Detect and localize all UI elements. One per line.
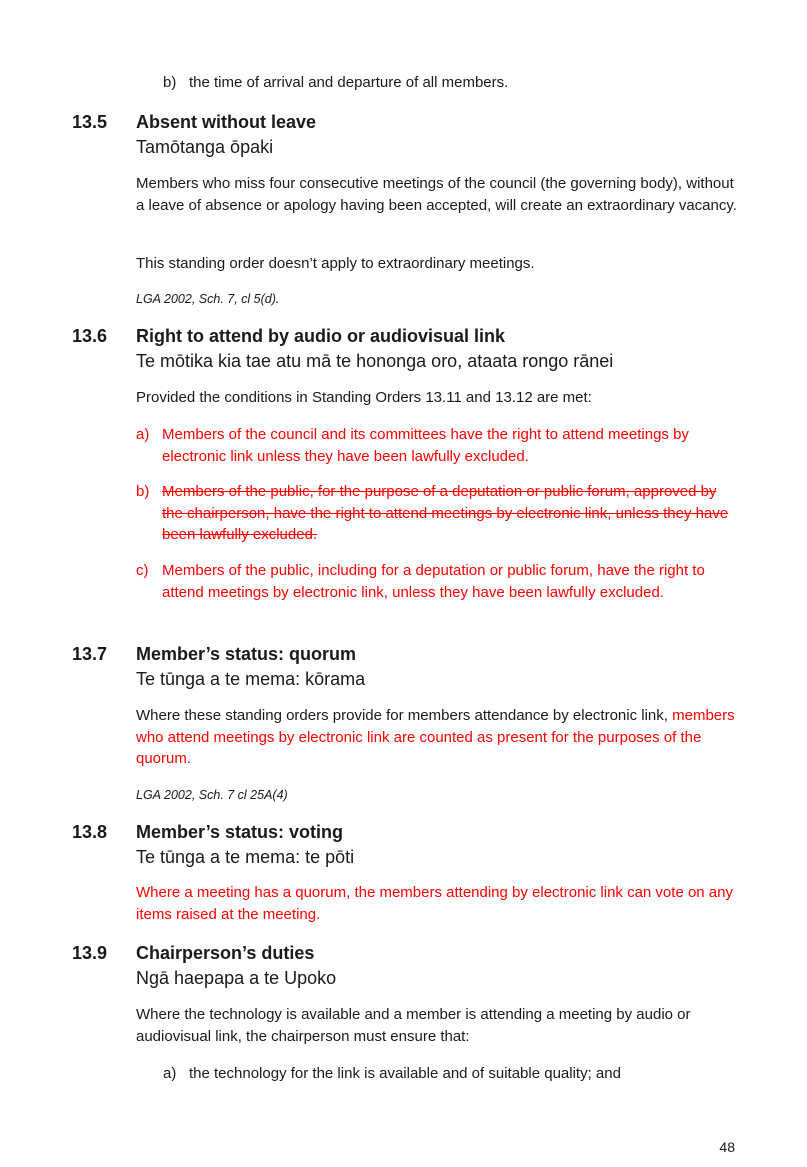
section-number: 13.6: [72, 326, 108, 346]
paragraph-text-added: members who attend meetings by electronic link are counted as present for the purposes of the quorum.: [136, 707, 735, 767]
list-text: Members of the council and its committees have the right to attend meetings by electronic link unless they have been lawfully excluded.: [162, 426, 689, 465]
section-title: Absent without leave: [136, 112, 317, 132]
paragraph: Where the technology is available and a member is attending a meeting by audio or audiovisual link, the chairperson must ensure that:: [136, 1006, 691, 1045]
list-marker: b): [136, 483, 150, 500]
section-number: 13.5: [72, 112, 108, 132]
legal-citation: LGA 2002, Sch. 7 cl 25A(4): [136, 788, 288, 802]
paragraph-added: Where a meeting has a quorum, the members attending by electronic link can vote on any items raised at the meeting.: [136, 884, 733, 923]
section-subtitle: Te tūnga a te mema: te pōti: [136, 847, 355, 867]
list-text: Members of the public, for the purpose of a deputation or public forum, approved by the chairperson, have the right to attend meetings by electronic link, unless they have been lawfully excluded.: [162, 483, 729, 543]
section-number: 13.7: [72, 644, 108, 664]
list-text: Members of the public, including for a deputation or public forum, have the right to attend meetings by electronic link, unless they have been lawfully excluded.: [162, 562, 705, 601]
section-title: Member’s status: quorum: [136, 644, 357, 664]
section-subtitle: Te tūnga a te mema: kōrama: [136, 669, 366, 689]
list-marker: b): [163, 74, 177, 91]
paragraph-text: Where these standing orders provide for members attendance by electronic link,: [136, 707, 668, 724]
list-marker: a): [136, 426, 150, 443]
section-subtitle: Te mōtika kia tae atu mā te hononga oro, ataata rongo rānei: [136, 351, 614, 371]
section-title: Right to attend by audio or audiovisual link: [136, 326, 506, 346]
section-subtitle: Ngā haepapa a te Upoko: [136, 968, 337, 988]
paragraph: This standing order doesn’t apply to extraordinary meetings.: [136, 255, 535, 272]
section-title: Member’s status: voting: [136, 822, 344, 842]
section-number: 13.8: [72, 822, 108, 842]
list-item-added: [136, 560, 736, 603]
legal-citation: LGA 2002, Sch. 7, cl 5(d).: [136, 292, 280, 306]
paragraph: [136, 705, 746, 770]
paragraph: Provided the conditions in Standing Orders 13.11 and 13.12 are met:: [136, 389, 592, 406]
list-item-added: [136, 424, 736, 467]
list-marker: c): [136, 562, 149, 579]
list-item: [163, 72, 763, 94]
list-marker: a): [163, 1065, 177, 1082]
list-text: the technology for the link is available and of suitable quality; and: [189, 1065, 621, 1082]
section-number: 13.9: [72, 943, 108, 963]
page-number: 48: [719, 1139, 735, 1155]
list-item-deleted: [136, 481, 736, 546]
list-item: [163, 1063, 763, 1085]
section-title: Chairperson’s duties: [136, 943, 315, 963]
paragraph: Members who miss four consecutive meetings of the council (the governing body), without a leave of absence or apology having been accepted, will create an extraordinary vacancy.: [136, 175, 737, 214]
list-text: the time of arrival and departure of all members.: [189, 74, 509, 91]
section-subtitle: Tamōtanga ōpaki: [136, 137, 274, 157]
